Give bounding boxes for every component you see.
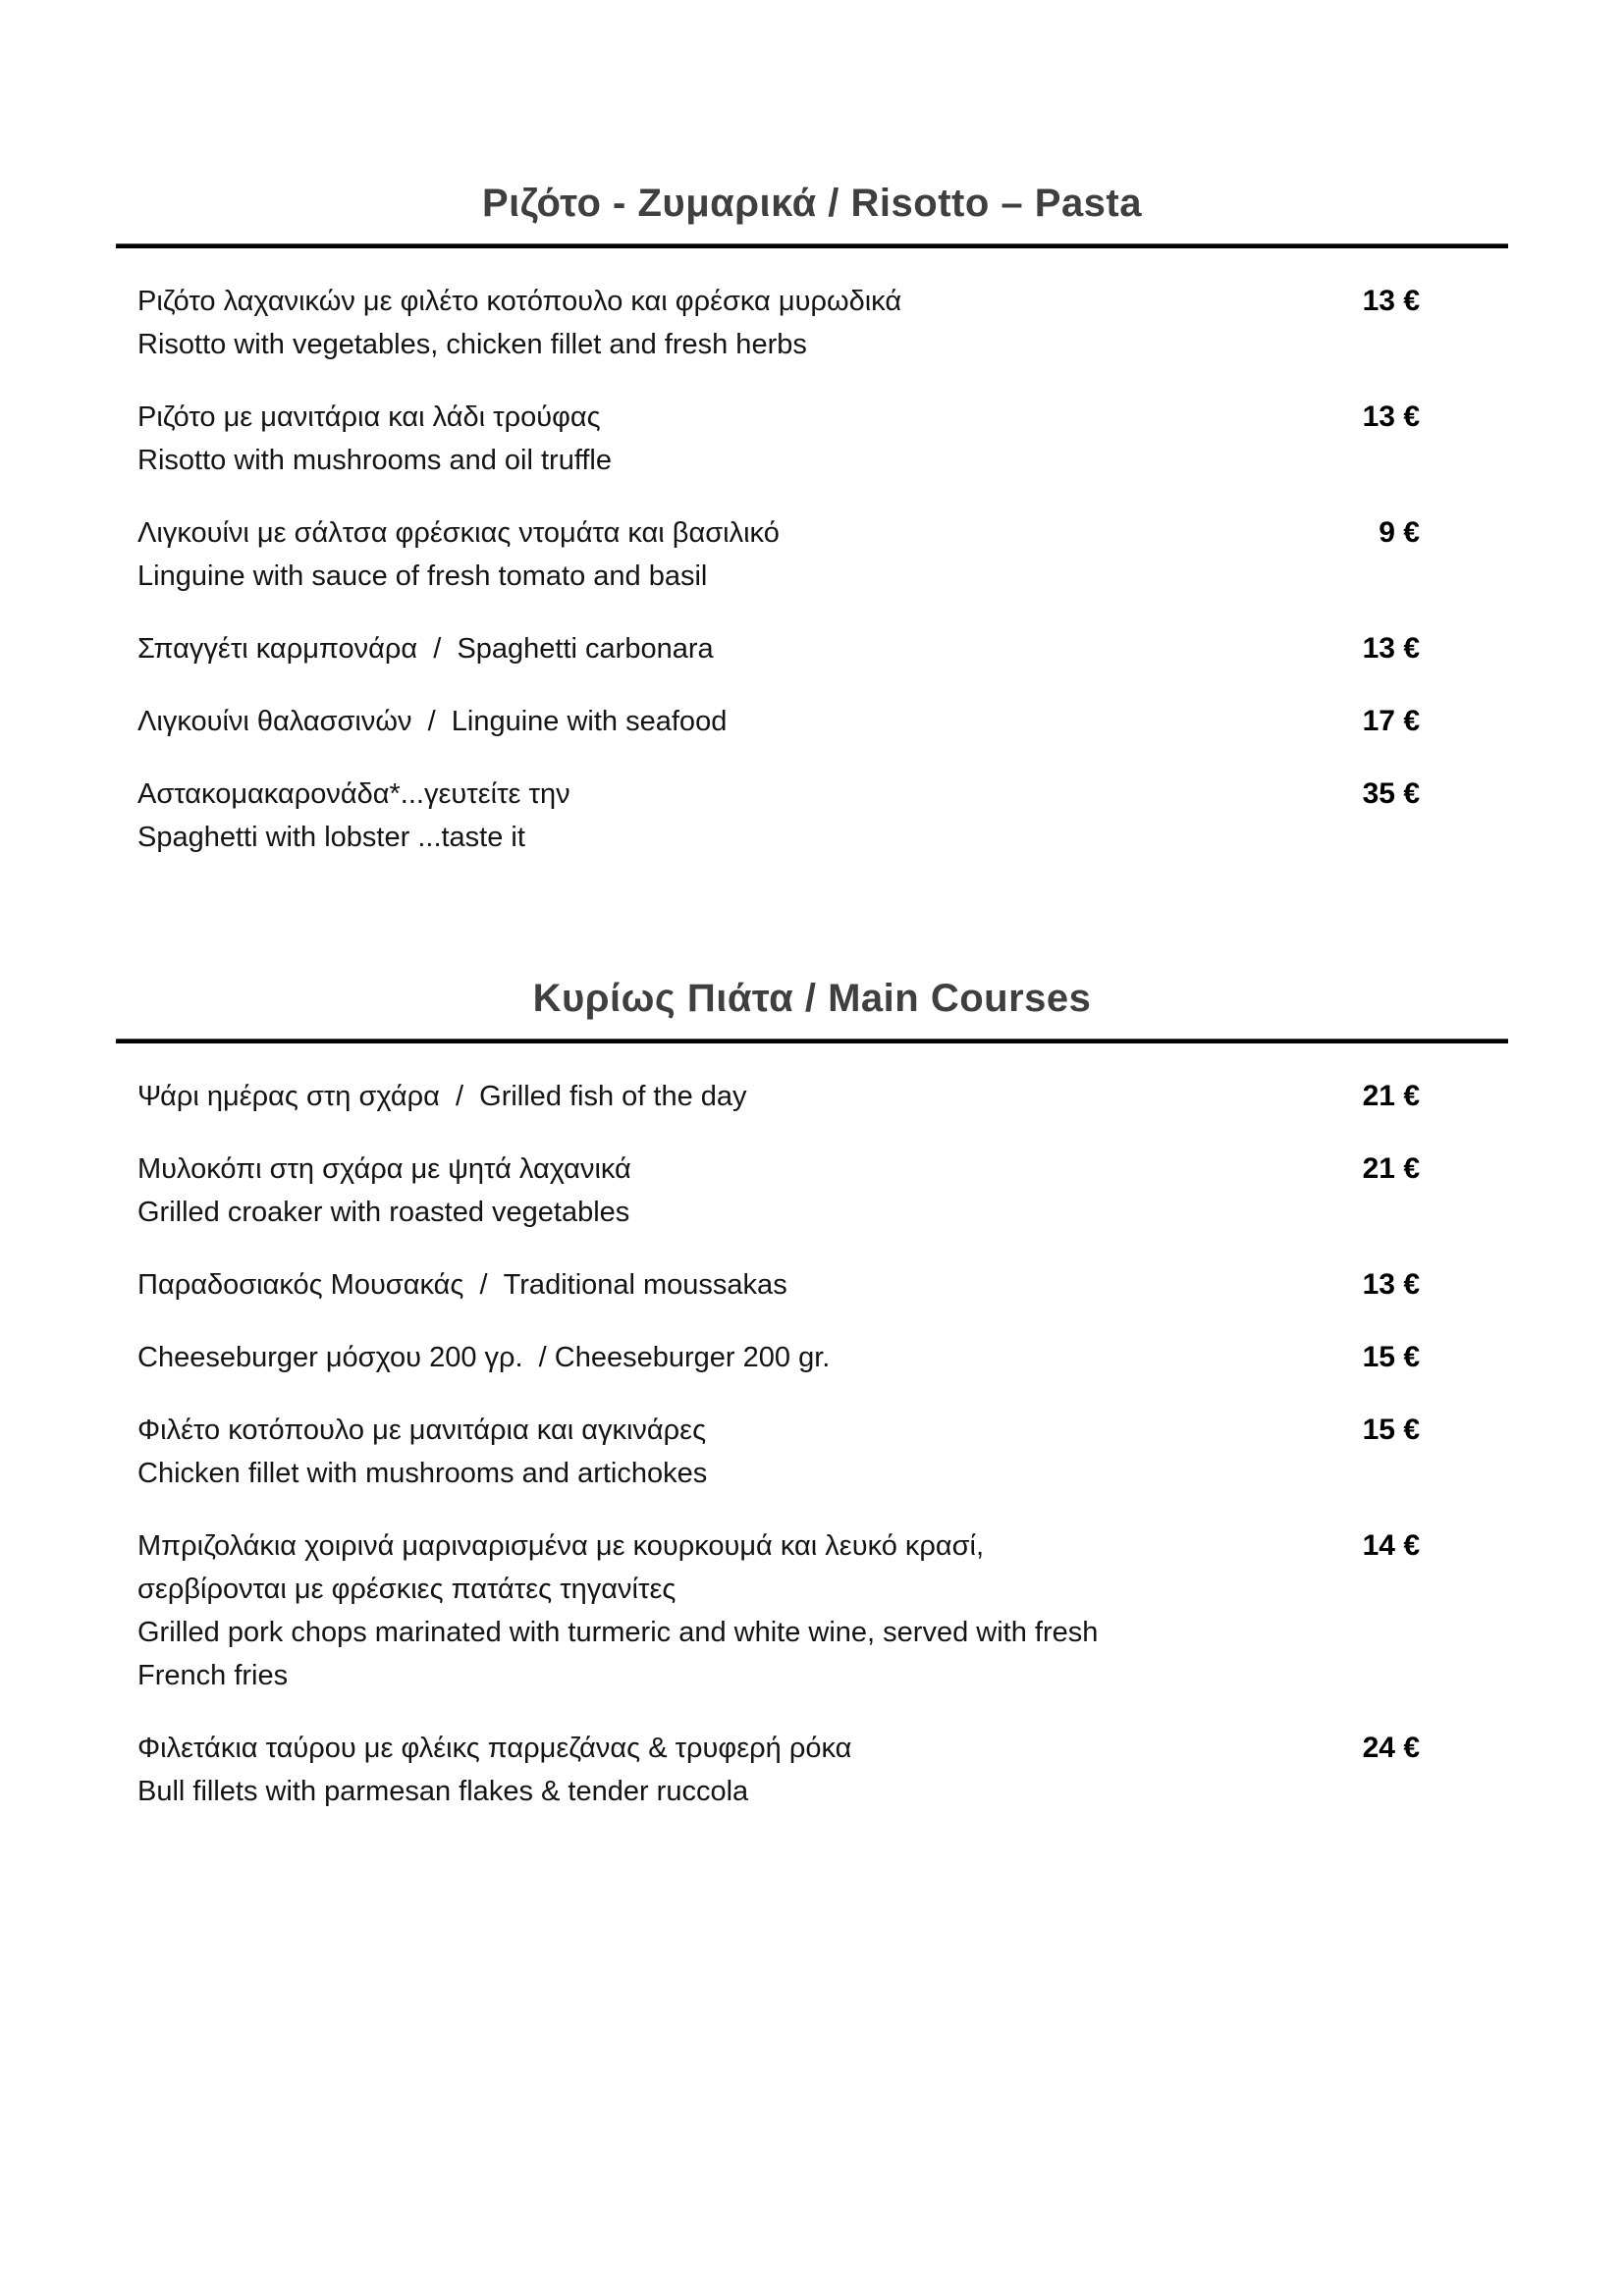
item-price: 15 € [1362,1414,1420,1446]
item-price: 17 € [1362,705,1420,737]
item-name-greek: Φιλέτο κοτόπουλο με μανιτάρια και αγκινάρες [137,1415,707,1446]
section-title: Κυρίως Πιάτα / Main Courses [532,977,1092,1020]
item-name-greek: Μπριζολάκια χοιρινά μαριναρισμένα με κουρκουμά και λευκό κρασί, σερβίρονται με φρέσκιες πατάτες τηγανίτες [137,1530,985,1605]
menu-item [137,280,1420,366]
menu-item [137,700,1420,743]
item-price: 14 € [1362,1529,1420,1562]
item-price: 9 € [1379,516,1420,549]
menu-item [137,396,1420,482]
item-name-english: Bull fillets with parmesan flakes & tender ruccola [137,1776,749,1807]
item-price: 21 € [1362,1152,1420,1185]
item-price: 13 € [1362,285,1420,317]
item-name-english: Grilled pork chops marinated with turmeric and white wine, served with fresh French fries [137,1617,1099,1691]
item-name-greek: Λιγκουίνι θαλασσινών / Linguine with seafood [137,706,728,737]
item-name-greek: Αστακομακαρονάδα*...γευτείτε την [137,778,570,810]
menu-item [137,627,1420,670]
item-price: 13 € [1362,632,1420,665]
menu-item [137,1727,1420,1813]
item-name-greek: Ριζότο λαχανικών με φιλέτο κοτόπουλο και φρέσκα μυρωδικά [137,286,902,317]
item-name-english: Risotto with mushrooms and oil truffle [137,445,613,476]
menu-item [137,511,1420,598]
item-name-greek: Ριζότο με μανιτάρια και λάδι τρούφας [137,401,601,433]
item-name-greek: Ψάρι ημέρας στη σχάρα / Grilled fish of the day [137,1081,747,1112]
menu-content [116,0,1508,1813]
item-name-english: Grilled croaker with roasted vegetables [137,1197,630,1228]
item-name-greek: Σπαγγέτι καρμπονάρα / Spaghetti carbonara [137,633,714,665]
menu-item [137,1524,1420,1697]
section-items [116,248,1508,859]
menu-item [137,1148,1420,1234]
section-main-courses [116,975,1508,1813]
item-name-greek: Παραδοσιακός Μουσακάς / Traditional moussakas [137,1269,787,1301]
menu-item [137,1263,1420,1307]
menu-item [137,1075,1420,1118]
menu-item [137,773,1420,859]
item-price: 13 € [1362,1268,1420,1301]
item-price: 35 € [1362,777,1420,810]
section-title: Ριζότο - Ζυμαρικά / Risotto – Pasta [481,182,1142,225]
item-price: 24 € [1362,1732,1420,1764]
menu-item [137,1409,1420,1495]
item-name-greek: Μυλοκόπι στη σχάρα με ψητά λαχανικά [137,1153,631,1185]
item-name-english: Spaghetti with lobster ...taste it [137,822,525,853]
item-price: 13 € [1362,400,1420,433]
menu-item [137,1336,1420,1379]
item-name-greek: Λιγκουίνι με σάλτσα φρέσκιας ντομάτα και βασιλικό [137,517,780,549]
section-items [116,1043,1508,1813]
item-name-english: Chicken fillet with mushrooms and artichokes [137,1458,708,1489]
item-name-greek: Cheeseburger μόσχου 200 γρ. / Cheeseburger 200 gr. [137,1342,831,1373]
item-price: 21 € [1362,1080,1420,1112]
item-name-greek: Φιλετάκια ταύρου με φλέικς παρμεζάνας & τρυφερή ρόκα [137,1733,852,1764]
item-name-english: Linguine with sauce of fresh tomato and basil [137,561,708,592]
item-price: 15 € [1362,1341,1420,1373]
section-risotto-pasta [116,180,1508,859]
item-name-english: Risotto with vegetables, chicken fillet and fresh herbs [137,329,807,360]
